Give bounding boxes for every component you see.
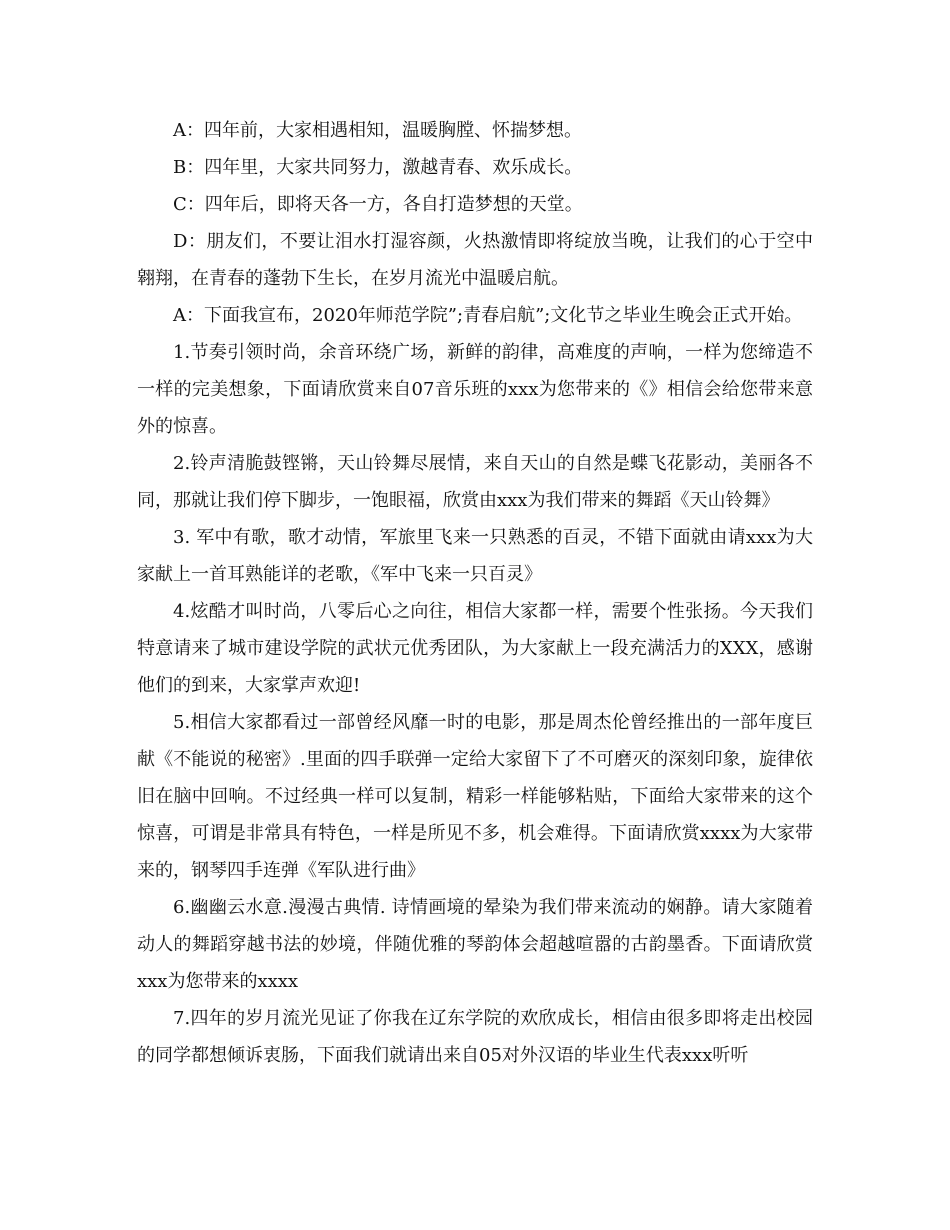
paragraph-program-1: 1.节奏引领时尚，余音环绕广场，新鲜的韵律，高难度的声响，一样为您缔造不一样的完美想象，下面请欣赏来自07音乐班的xxx为您带来的《》相信会给您带来意外的惊喜。 [137,342,813,437]
paragraph-host-b-intro: B：四年里，大家共同努力，激越青春、欢乐成长。 [173,157,583,178]
paragraph-host-d-intro: D：朋友们，不要让泪水打湿容颜，火热激情即将绽放当晚，让我们的心于空中翱翔，在青春的蓬勃下生长，在岁月流光中温暖启航。 [137,231,813,289]
paragraph-program-7: 7.四年的岁月流光见证了你我在辽东学院的欢欣成长，相信由很多即将走出校园的同学都想倾诉衷肠，下面我们就请出来自05对外汉语的毕业生代表xxx听听 [137,1008,813,1066]
paragraph-host-a-intro: A：四年前，大家相遇相知，温暖胸膛、怀揣梦想。 [173,120,582,141]
paragraph-program-6: 6.幽幽云水意.漫漫古典情. 诗情画境的晕染为我们带来流动的娴静。请大家随着动人的舞蹈穿越书法的妙境，伴随优雅的琴韵体会超越喧嚣的古韵墨香。下面请欣赏xxx为您带来的xxxx [137,897,813,992]
paragraph-host-c-intro: C：四年后，即将天各一方，各自打造梦想的天堂。 [173,194,583,215]
document-body [137,112,813,1074]
paragraph-program-4: 4.炫酷才叫时尚，八零后心之向往，相信大家都一样，需要个性张扬。今天我们特意请来了城市建设学院的武状元优秀团队，为大家献上一段充满活力的XXX，感谢他们的到来，大家掌声欢迎! [137,601,813,696]
paragraph-program-3: 3. 军中有歌，歌才动情，军旅里飞来一只熟悉的百灵，不错下面就由请xxx为大家献上一首耳熟能详的老歌，《军中飞来一只百灵》 [137,527,813,585]
paragraph-opening-announcement: A：下面我宣布，2020年师范学院”;青春启航”;文化节之毕业生晚会正式开始。 [173,305,803,326]
paragraph-program-2: 2.铃声清脆鼓铿锵，天山铃舞尽展情，来自天山的自然是蝶飞花影动，美丽各不同，那就让我们停下脚步，一饱眼福，欣赏由xxx为我们带来的舞蹈《天山铃舞》 [137,453,813,511]
paragraph-program-5: 5.相信大家都看过一部曾经风靡一时的电影，那是周杰伦曾经推出的一部年度巨献《不能说的秘密》.里面的四手联弹一定给大家留下了不可磨灭的深刻印象，旋律依旧在脑中回响。不过经典一样可以复制，精彩一样能够粘贴，下面给大家带来的这个惊喜，可谓是非常具有特色，一样是所见不多，机会难得。下面请欣赏xxxx为大家带来的，钢琴四手连弹《军队进行曲》 [137,712,813,881]
